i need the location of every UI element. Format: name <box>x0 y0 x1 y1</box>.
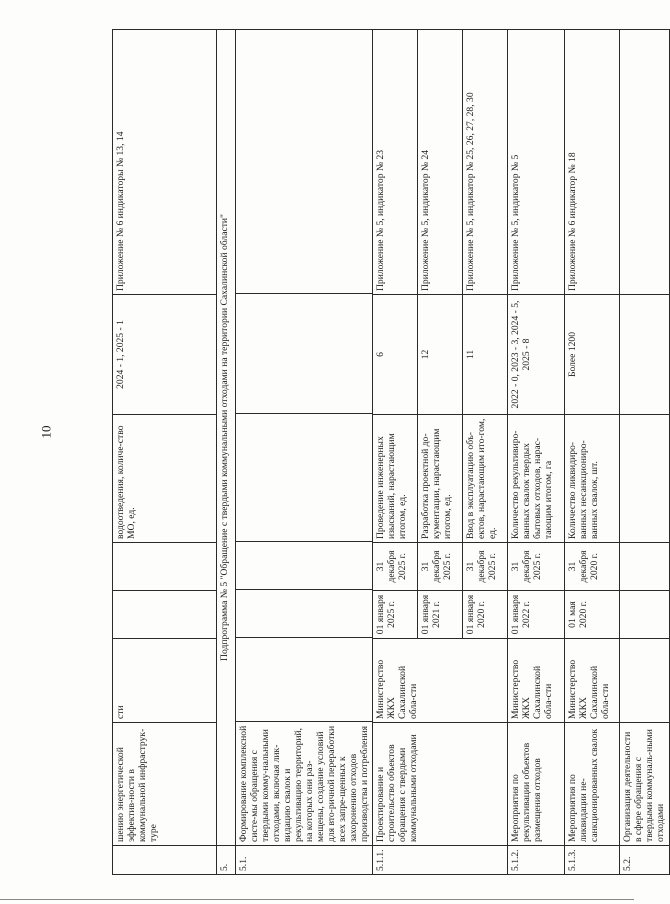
r511-a-indicator-cell: Проведение инженерных изысканий, нарастающим итогом, ед. <box>373 415 418 543</box>
r511-c-end-cell: 31 декабря 2025 г. <box>463 543 508 591</box>
r513-start-cell: 01 мая 2020 г. <box>565 591 620 639</box>
top-end-cell <box>113 543 217 591</box>
r52-end-cell <box>620 543 670 591</box>
r512-indicator-cell: Количество рекультивиро-ванных свалок твердых бытовых отходов, нарас-тающим итогом, га <box>508 415 565 543</box>
table-row-5-2 <box>620 30 670 875</box>
r511-b-value-cell: 12 <box>418 295 463 415</box>
r511-c-link-cell: Приложение № 5, индикатор № 25, 26, 27, 28, 30 <box>463 30 508 295</box>
r52-executor-cell <box>620 639 670 723</box>
r512-start-cell: 01 января 2022 г. <box>508 591 565 639</box>
top-executor-cell: сти <box>113 639 217 723</box>
r52-indicator-cell <box>620 415 670 543</box>
r512-link-cell: Приложение № 5, индикатор № 5 <box>508 30 565 295</box>
r513-num-cell: 5.1.3. <box>565 846 620 875</box>
r512-executor-cell: Министерство ЖКХ Сахалинской обла-сти <box>508 639 565 723</box>
r511-c-indicator-cell: Ввод в эксплуатацию объ-ектов, нарастающим ито-гом, ед. <box>463 415 508 543</box>
r51-value-cell <box>236 294 372 414</box>
table-row-5-1-3 <box>565 30 620 875</box>
r511-a-start-cell: 01 января 2025 г. <box>373 591 418 639</box>
r511-a-value-cell: 6 <box>373 295 418 415</box>
r52-num-cell: 5.2. <box>620 846 670 875</box>
r513-executor-cell: Министерство ЖКХ Сахалинской обла-сти <box>565 639 620 723</box>
top-num-cell <box>113 846 217 875</box>
r511-b-indicator-cell: Разработка проектной до-кументации, нарастающим итогом, ед. <box>418 415 463 543</box>
r5-num-cell: 5. <box>217 846 236 875</box>
r52-value-cell <box>620 295 670 415</box>
r513-end-cell: 31 декабря 2020 г. <box>565 543 620 591</box>
r51-inner-table <box>236 29 372 845</box>
r511-b-end-cell: 31 декабря 2025 г. <box>418 543 463 591</box>
r512-name-cell: Мероприятия по рекультивации объектов размещения отходов <box>508 723 565 846</box>
r51-indicator-cell <box>236 414 372 542</box>
r512-num-cell: 5.1.2. <box>508 846 565 875</box>
r51-num-cell: 5.1. <box>236 846 373 875</box>
r5-title-cell: Подпрограмма № 5 "Обращение с твердыми коммунальными отходами на территории Сахалинской области" <box>217 30 236 846</box>
r511-c-start-cell: 01 января 2020 г. <box>463 591 508 639</box>
r513-indicator-cell: Количество ликвидиро-ванных несанкциониро-ванных свалок, шт. <box>565 415 620 543</box>
r513-value-cell: Более 1200 <box>565 295 620 415</box>
table-row-5-1-1-a <box>373 30 418 875</box>
top-indicator-cell: водоотведения, количе-ство МО, ед. <box>113 415 217 543</box>
top-name-cell: шению энергетической эффектив-ности в коммунальной инфраструк-туре <box>113 723 217 846</box>
r51-executor-cell <box>236 638 372 722</box>
r511-num-cell: 5.1.1. <box>373 846 508 875</box>
r511-a-link-cell: Приложение № 5, индикатор № 23 <box>373 30 418 295</box>
r52-name-cell: Организация деятельности в сфере обращения с твердыми коммуналь-ными отходами <box>620 723 670 846</box>
scan-edge-line <box>0 899 634 900</box>
page-number: 10 <box>38 425 54 439</box>
r52-link-cell <box>620 30 670 295</box>
r51-link-cell <box>236 29 372 294</box>
r512-end-cell: 31 декабря 2025 г. <box>508 543 565 591</box>
r513-name-cell: Мероприятия по ликвидации не-санкционированных свалок <box>565 723 620 846</box>
top-start-cell <box>113 591 217 639</box>
table-row-top <box>113 30 217 875</box>
table-row-5-1 <box>236 30 373 875</box>
r51-start-cell <box>236 590 372 638</box>
top-link-cell: Приложение № 6 индикаторы № 13, 14 <box>113 30 217 295</box>
r511-a-end-cell: 31 декабря 2025 г. <box>373 543 418 591</box>
r511-name-cell: Проектирование и строительство объектов обращения с твердыми коммунальными отходами <box>373 723 508 846</box>
r51-body-cell <box>236 30 373 846</box>
program-table-wrapper <box>112 30 666 875</box>
r511-executor-cell: Министерство ЖКХ Сахалинской обла-сти <box>373 639 508 723</box>
r511-c-value-cell: 11 <box>463 295 508 415</box>
r512-value-cell: 2022 - 0, 2023 - 3, 2024 - 5, 2025 - 8 <box>508 295 565 415</box>
table-row-5 <box>217 30 236 875</box>
r51-name-cell: Формирование комплексной систе-мы обращения с твердыми комму-нальными отходами, включая лик-видацию свалок и рекультивацию территорий, на которых они раз-мещены, создание условий для вто-ричной переработки всех запре-щенных к захоронению отходов производства и потребления <box>236 722 372 845</box>
r513-link-cell: Приложение № 6 индикатор № 18 <box>565 30 620 295</box>
top-value-cell: 2024 - 1, 2025 - 1 <box>113 295 217 415</box>
program-table <box>112 29 670 875</box>
r52-start-cell <box>620 591 670 639</box>
r511-b-start-cell: 01 января 2021 г. <box>418 591 463 639</box>
table-row-5-1-2 <box>508 30 565 875</box>
r51-end-cell <box>236 542 372 590</box>
r511-b-link-cell: Приложение № 5, индикатор № 24 <box>418 30 463 295</box>
